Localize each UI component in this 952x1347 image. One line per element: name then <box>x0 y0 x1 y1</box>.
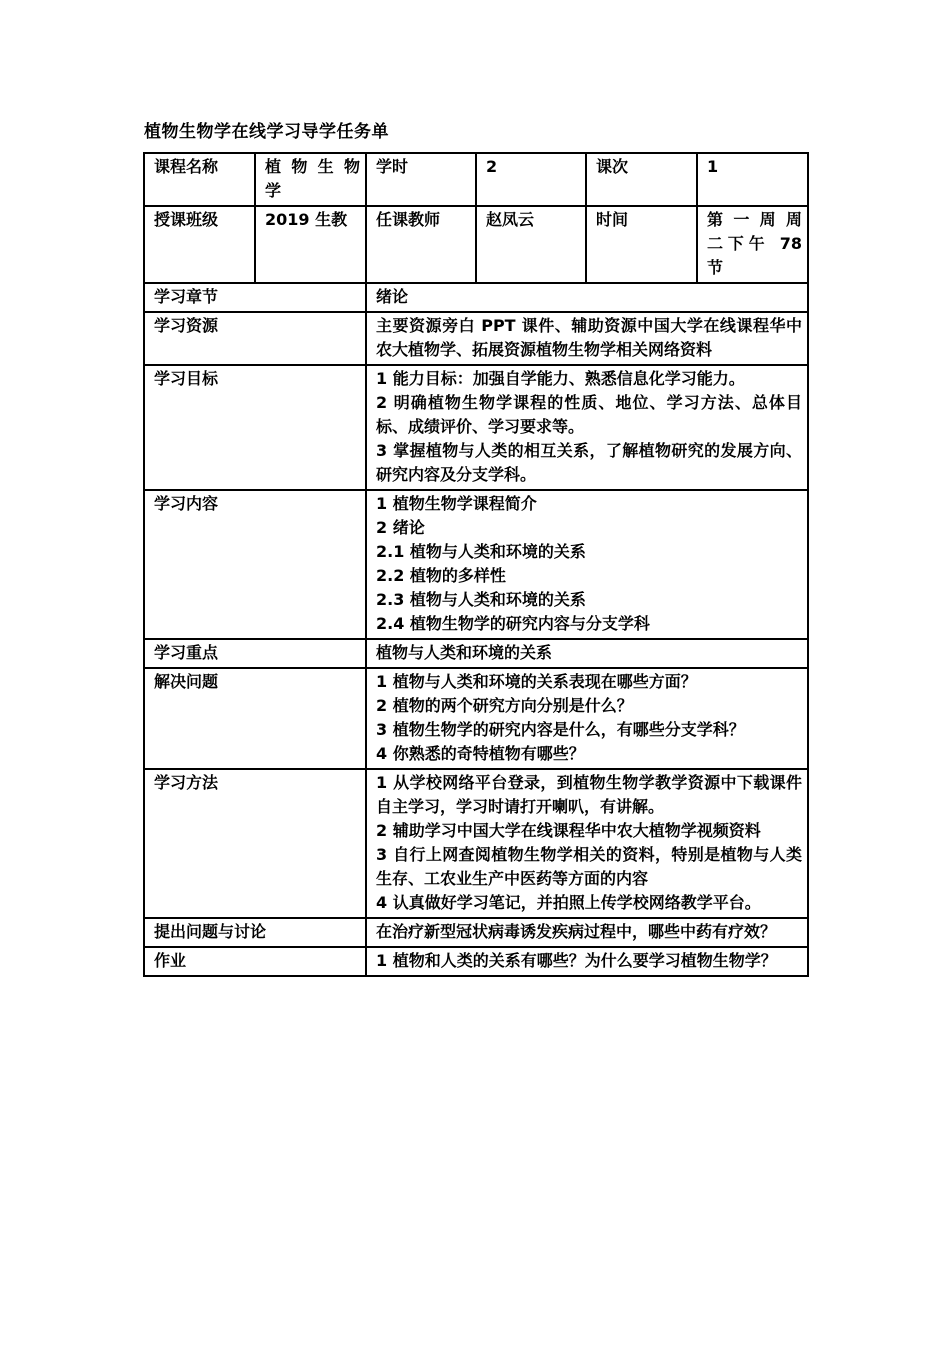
teacher-label: 任课教师 <box>366 206 476 283</box>
document-title: 植物生物学在线学习导学任务单 <box>144 122 389 142</box>
class-value: 2019 生教 <box>255 206 366 283</box>
content-item: 2.2 植物的多样性 <box>376 566 506 585</box>
table-row-class <box>144 206 808 283</box>
methods-value <box>366 769 808 918</box>
table-row-resources <box>144 312 808 365</box>
session-label: 课次 <box>586 153 697 206</box>
content-item: 1 植物生物学课程简介 <box>376 494 537 513</box>
content-label: 学习内容 <box>144 490 366 639</box>
keypoints-label: 学习重点 <box>144 639 366 668</box>
course-name-value: 植 物 生 物 学 <box>255 153 366 206</box>
time-label: 时间 <box>586 206 697 283</box>
table-row-methods <box>144 769 808 918</box>
table-row-keypoints <box>144 639 808 668</box>
table-row-problems <box>144 668 808 769</box>
method-item: 3 自行上网查阅植物生物学相关的资料，特别是植物与人类生存、工农业生产中医药等方面的内容 <box>376 845 802 888</box>
problems-value <box>366 668 808 769</box>
resources-line: 主要资源旁白 PPT 课件、辅助资源中国大学在线课程华中农大植物学、拓展资源植物生物学相关网络资料 <box>376 316 802 359</box>
resources-label: 学习资源 <box>144 312 366 365</box>
objective-item: 1 能力目标：加强自学能力、熟悉信息化学习能力。 <box>376 369 745 388</box>
task-table <box>143 152 809 977</box>
teacher-value: 赵凤云 <box>476 206 586 283</box>
content-item: 2.1 植物与人类和环境的关系 <box>376 542 586 561</box>
course-name-label: 课程名称 <box>144 153 255 206</box>
hours-label: 学时 <box>366 153 476 206</box>
table-row-content <box>144 490 808 639</box>
chapter-value <box>366 283 808 312</box>
problem-item: 2 植物的两个研究方向分别是什么？ <box>376 696 633 715</box>
chapter-label: 学习章节 <box>144 283 366 312</box>
content-item: 2 绪论 <box>376 518 425 537</box>
method-item: 4 认真做好学习笔记，并拍照上传学校网络教学平台。 <box>376 893 761 912</box>
homework-value <box>366 947 808 976</box>
objectives-label: 学习目标 <box>144 365 366 490</box>
problems-label: 解决问题 <box>144 668 366 769</box>
chapter-line: 绪论 <box>376 287 409 306</box>
problem-item: 4 你熟悉的奇特植物有哪些？ <box>376 744 585 763</box>
resources-value <box>366 312 808 365</box>
keypoint-line: 植物与人类和环境的关系 <box>376 643 553 662</box>
content-item: 2.4 植物生物学的研究内容与分支学科 <box>376 614 650 633</box>
table-row-discussion <box>144 918 808 947</box>
objective-item: 3 掌握植物与人类的相互关系，了解植物研究的发展方向、研究内容及分支学科。 <box>376 441 802 484</box>
time-value: 第 一 周 周 二下午 78 节 <box>697 206 808 283</box>
discussion-value <box>366 918 808 947</box>
table-row-chapter <box>144 283 808 312</box>
table-row-course <box>144 153 808 206</box>
objective-item: 2 明确植物生物学课程的性质、地位、学习方法、总体目标、成绩评价、学习要求等。 <box>376 393 802 436</box>
session-value: 1 <box>697 153 808 206</box>
problem-item: 1 植物与人类和环境的关系表现在哪些方面？ <box>376 672 697 691</box>
method-item: 2 辅助学习中国大学在线课程华中农大植物学视频资料 <box>376 821 761 840</box>
table-row-homework <box>144 947 808 976</box>
content-item: 2.3 植物与人类和环境的关系 <box>376 590 586 609</box>
discussion-label: 提出问题与讨论 <box>144 918 366 947</box>
keypoints-value <box>366 639 808 668</box>
method-item: 1 从学校网络平台登录，到植物生物学教学资源中下载课件自主学习，学习时请打开喇叭，有讲解。 <box>376 773 802 816</box>
homework-line: 1 植物和人类的关系有哪些？为什么要学习植物生物学？ <box>376 951 777 970</box>
class-label: 授课班级 <box>144 206 255 283</box>
methods-label: 学习方法 <box>144 769 366 918</box>
table-row-objectives <box>144 365 808 490</box>
problem-item: 3 植物生物学的研究内容是什么，有哪些分支学科？ <box>376 720 745 739</box>
content-value <box>366 490 808 639</box>
homework-label: 作业 <box>144 947 366 976</box>
objectives-value <box>366 365 808 490</box>
discussion-line: 在治疗新型冠状病毒诱发疾病过程中，哪些中药有疗效？ <box>376 922 777 941</box>
hours-value: 2 <box>476 153 586 206</box>
